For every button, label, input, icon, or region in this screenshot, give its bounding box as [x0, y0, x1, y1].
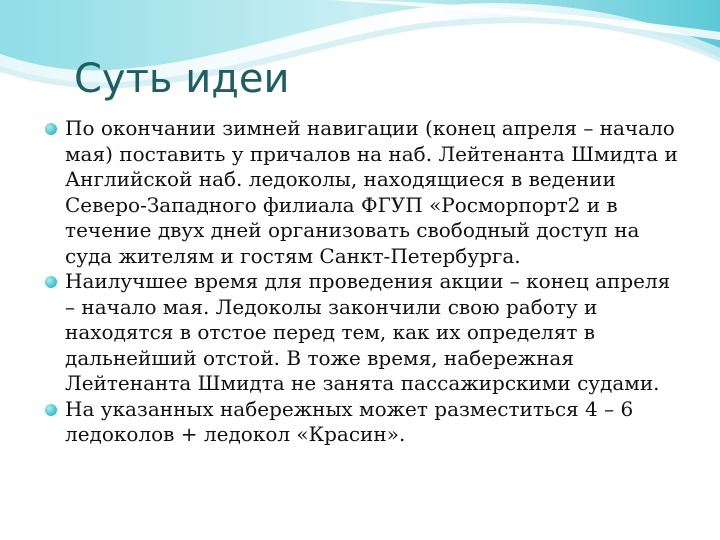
bullet-text: По окончании зимней навигации (конец апреля – начало мая) поставить у причалов на наб. Лейтенанта Шмидта и Английской наб. ледоколы, находящиеся в ведении Северо-Западного филиала ФГУП «Росморпорт2 и в течение двух дней организовать свободный доступ на суда жителям и гостям Санкт-Петербурга.	[65, 116, 678, 268]
bullet-text: На указанных набережных может разместиться 4 – 6 ледоколов + ледокол «Красин».	[65, 396, 634, 446]
circle-bullet-icon	[45, 123, 57, 135]
bullet-text: Наилучшее время для проведения акции – конец апреля – начало мая. Ледоколы закончили свою работу и находятся в отстое перед тем, как их определят в дальнейший отстой. В тоже время, набережная Лейтенанта Шмидта не занята пассажирскими судами.	[65, 269, 671, 395]
slide-title: Суть идеи	[74, 56, 290, 102]
bullet-item	[0, 397, 680, 448]
circle-bullet-icon	[45, 404, 57, 416]
bullet-list	[0, 116, 720, 448]
bullet-item	[0, 269, 680, 397]
circle-bullet-icon	[45, 276, 57, 288]
bullet-item	[0, 116, 680, 269]
